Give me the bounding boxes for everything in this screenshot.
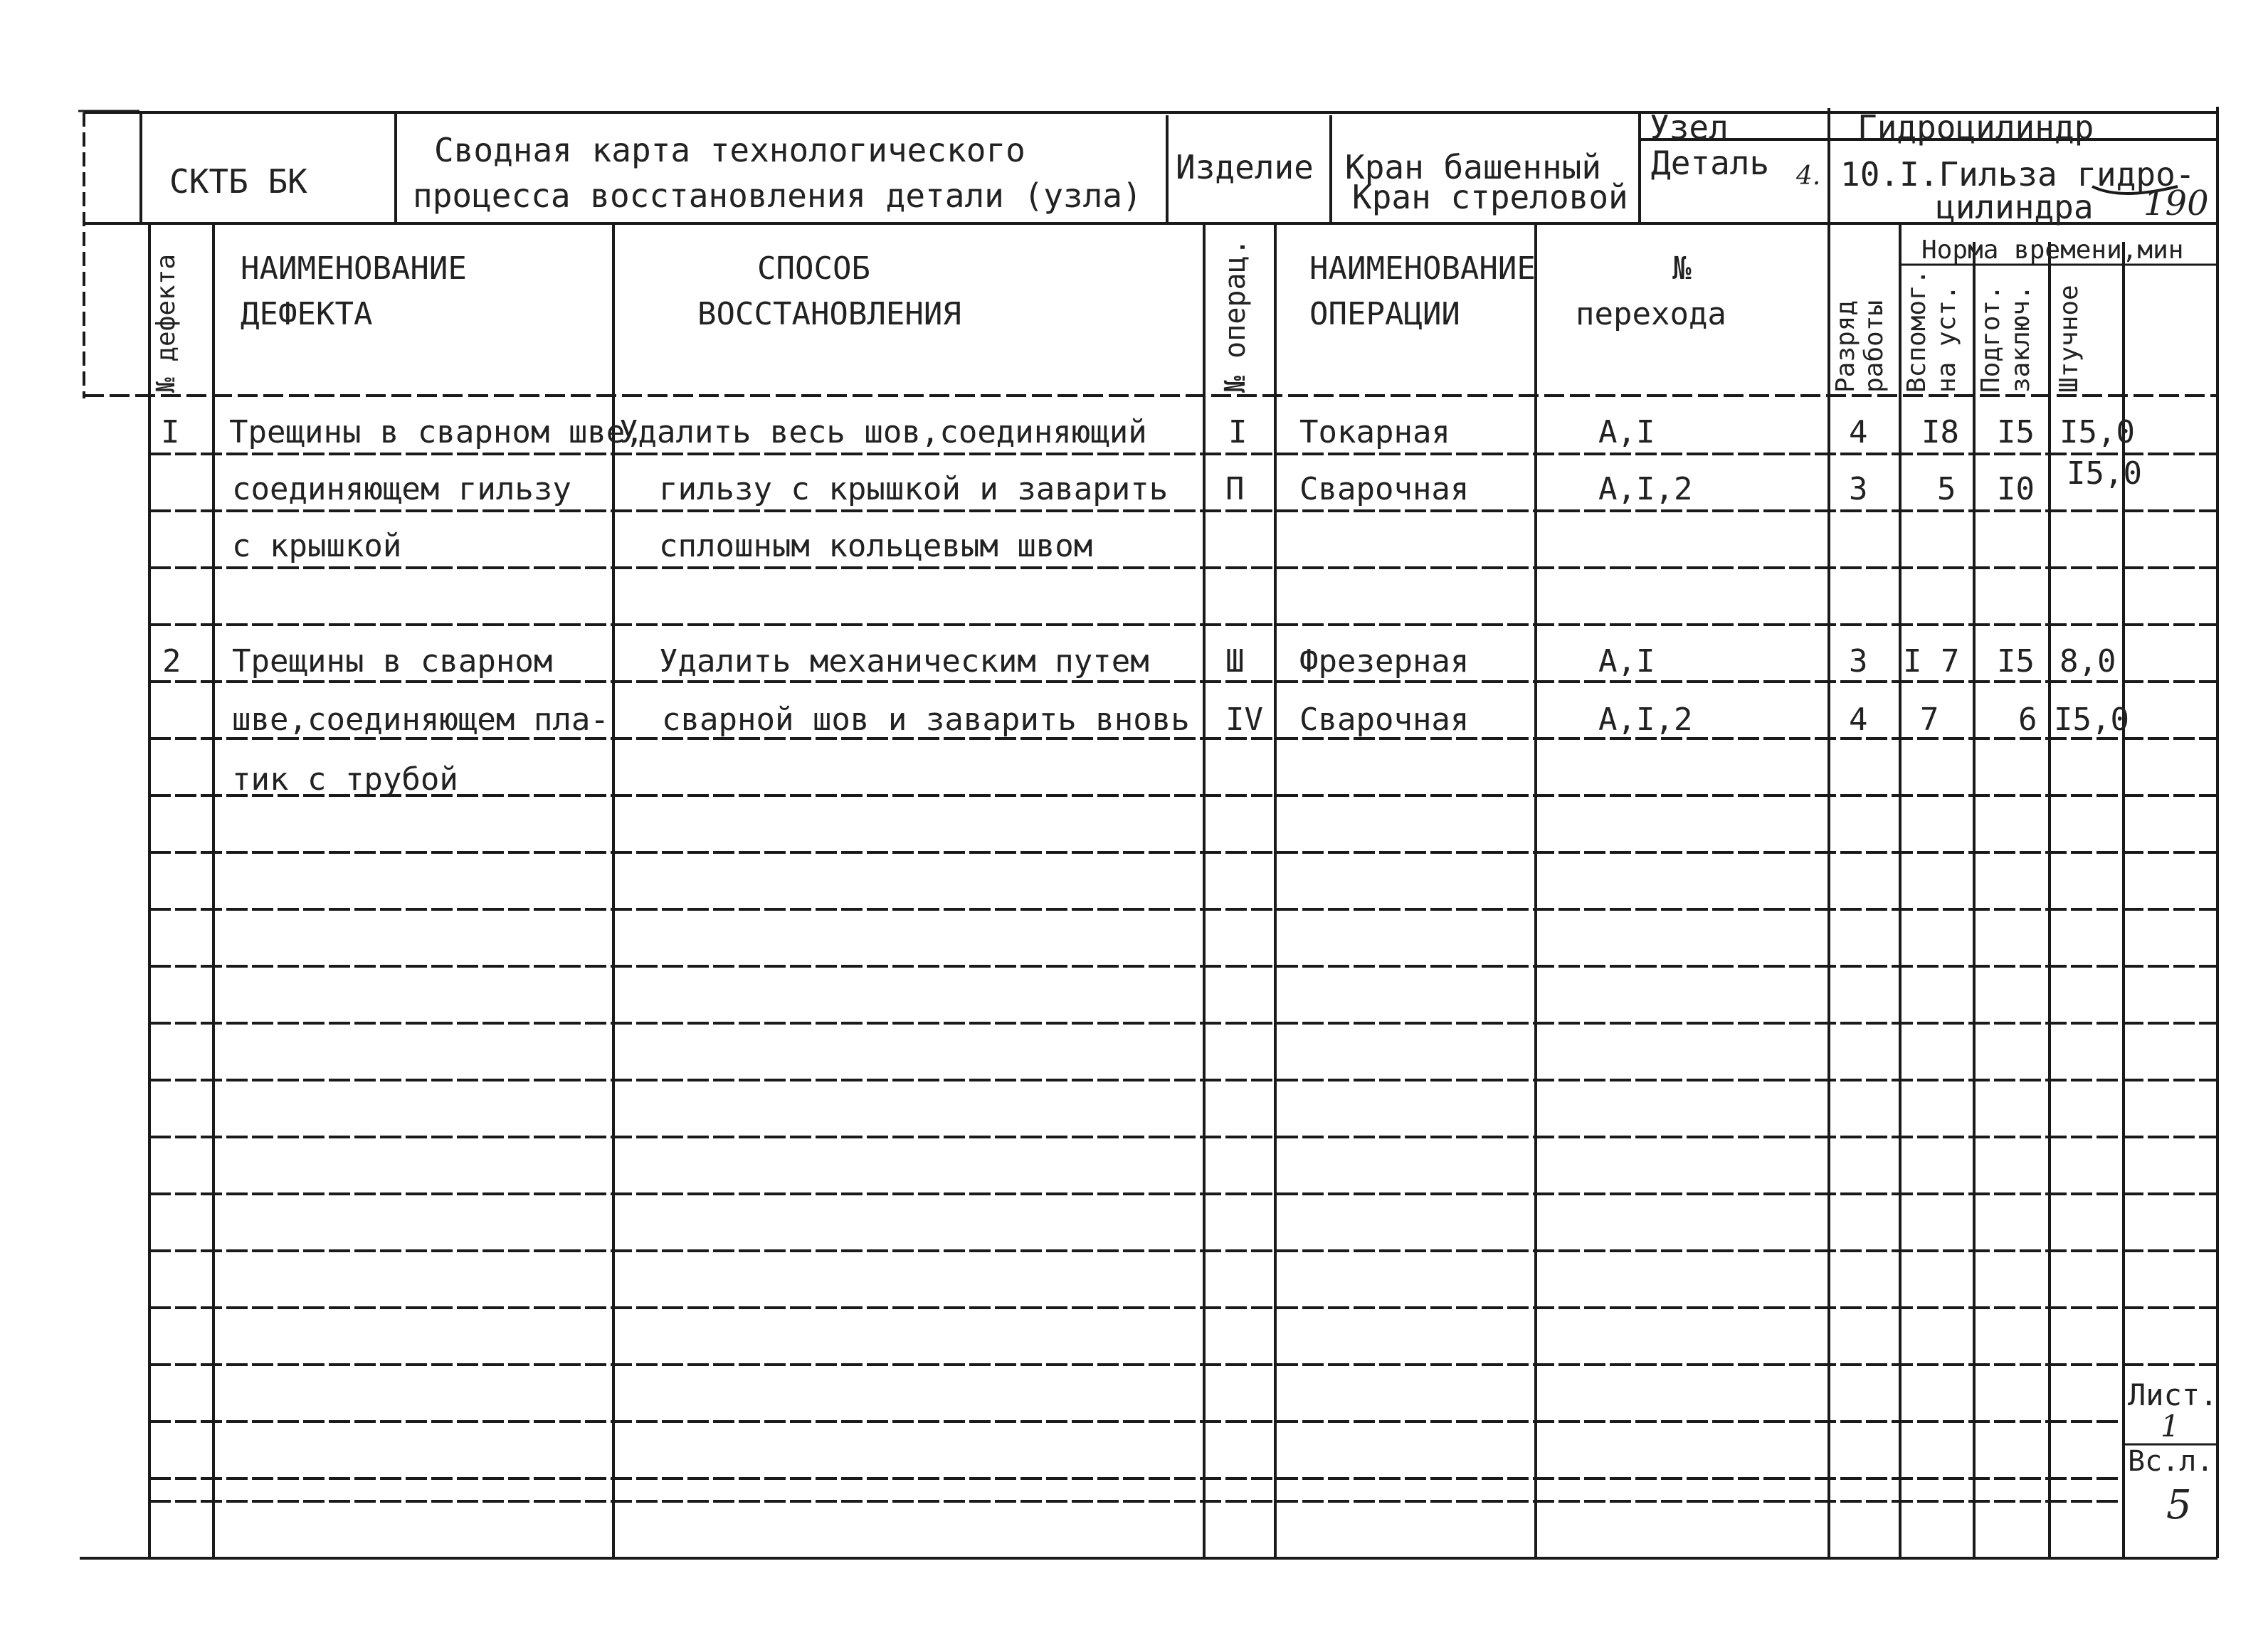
col-method-1: СПОСОБ <box>757 250 870 287</box>
row5-transition: А,I <box>1598 643 1655 679</box>
detal-mark: 4. <box>1796 162 1821 191</box>
row2-shtuch: I5,0 <box>2067 455 2142 492</box>
row6-transition: А,I,2 <box>1598 702 1693 738</box>
col-vspomog-2: на уст. <box>1932 285 1961 393</box>
row1-shtuch: I5,0 <box>2059 414 2135 450</box>
uzel-value: Гидроцилиндр <box>1857 108 2094 147</box>
row1-op-no: I <box>1228 414 1248 450</box>
organization-name: СКТБ БК <box>169 162 307 201</box>
row5-method: Удалить механическим путем <box>659 643 1149 679</box>
col-transition-1: № <box>1672 250 1692 287</box>
row6-op-no: IV <box>1225 702 1263 738</box>
row2-defect-name: соединяющем гильзу <box>232 471 571 507</box>
izdelie-label: Изделие <box>1176 148 1314 186</box>
row1-defect-name: Трещины в сварном шве, <box>229 414 644 450</box>
row1-transition: А,I <box>1598 414 1655 450</box>
card-title-line1: Сводная карта технологического <box>434 131 1025 169</box>
row2-op-name: Сварочная <box>1299 471 1470 507</box>
row6-podgot: 6 <box>2018 702 2037 738</box>
row3-defect-name: с крышкой <box>232 528 402 564</box>
row1-razryad: 4 <box>1849 414 1868 450</box>
row6-op-name: Сварочная <box>1299 702 1470 738</box>
col-defect-name-1: НАИМЕНОВАНИЕ <box>241 250 467 287</box>
row1-vspomog: I8 <box>1921 414 1959 450</box>
col-podgot-1: Подгот. <box>1976 285 2005 393</box>
row6-method: сварной шов и заварить вновь <box>662 702 1190 738</box>
row6-shtuch: I5,0 <box>2054 702 2129 738</box>
col-transition-2: перехода <box>1576 296 1726 332</box>
row6-defect-name: шве,соединяющем пла- <box>232 702 609 738</box>
uzel-label: Узел <box>1650 108 1729 147</box>
row5-defect-name: Трещины в сварном <box>232 643 553 679</box>
row1-defect-no: I <box>161 414 180 450</box>
row1-op-name: Токарная <box>1299 414 1450 450</box>
row5-defect-no: 2 <box>162 643 181 679</box>
row2-podgot: I0 <box>1997 471 2035 507</box>
col-defect-name-2: ДЕФЕКТА <box>241 296 373 332</box>
col-op-name-2: ОПЕРАЦИИ <box>1309 296 1460 332</box>
card-title-line2: процесса восстановления детали (узла) <box>413 176 1142 215</box>
row5-op-no: Ш <box>1225 643 1245 679</box>
row5-op-name: Фрезерная <box>1299 643 1470 679</box>
row1-method: Удалить весь шов,соединяющий <box>619 414 1147 450</box>
detal-value-line2: цилиндра <box>1936 188 2094 226</box>
col-razryad-1: Разряд <box>1831 300 1860 393</box>
row7-defect-name: тик с трубой <box>232 761 458 798</box>
col-op-no: № операц. <box>1219 238 1252 393</box>
sheet-label: Лист. <box>2128 1377 2218 1412</box>
izdelie-value-2: Кран стреловой <box>1352 178 1628 216</box>
row5-shtuch: 8,0 <box>2059 643 2116 679</box>
col-norma-header: Норма времени,мин <box>1921 236 2184 265</box>
col-razryad-2: работы <box>1860 300 1889 393</box>
row2-razryad: 3 <box>1849 471 1868 507</box>
col-shtuch: Штучное <box>2055 285 2084 393</box>
row2-vspomog: 5 <box>1937 471 1956 507</box>
row6-razryad: 4 <box>1849 702 1868 738</box>
total-sheets-label: Вс.л. <box>2128 1445 2214 1478</box>
row6-vspomog: 7 <box>1920 702 1939 738</box>
row1-podgot: I5 <box>1997 414 2035 450</box>
detal-number: 190 <box>2143 184 2209 223</box>
row5-razryad: 3 <box>1849 643 1868 679</box>
row5-vspomog: I 7 <box>1903 643 1960 679</box>
izdelie-value-1: Кран башенный <box>1345 148 1602 186</box>
detal-label: Деталь <box>1651 144 1770 182</box>
col-method-2: ВОССТАНОВЛЕНИЯ <box>697 296 961 332</box>
row2-transition: А,I,2 <box>1598 471 1693 507</box>
row2-op-no: П <box>1225 471 1245 507</box>
col-defect-no: № дефекта <box>152 253 181 393</box>
row5-podgot: I5 <box>1997 643 2035 679</box>
row3-method: сплошным кольцевым швом <box>659 528 1093 564</box>
detal-value-line1: 10.I.Гильза гидро- <box>1840 155 2195 194</box>
col-vspomog-1: Вспомог. <box>1902 269 1931 393</box>
sheet-number: 1 <box>2161 1409 2180 1444</box>
row2-method: гильзу с крышкой и заварить <box>659 471 1169 507</box>
col-podgot-2: заключ. <box>2006 285 2035 393</box>
col-op-name-1: НАИМЕНОВАНИЕ <box>1309 250 1536 287</box>
total-sheets-number: 5 <box>2166 1482 2192 1528</box>
